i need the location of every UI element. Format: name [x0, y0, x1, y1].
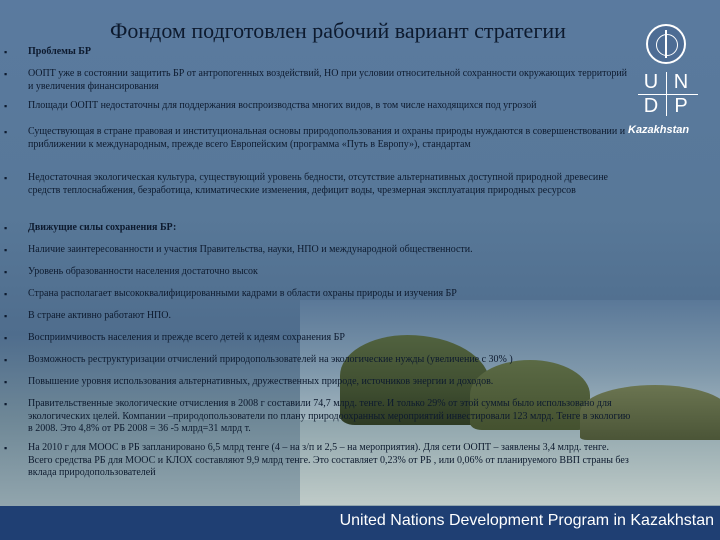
list-item-text: Восприимчивость населения и прежде всего детей к идеям сохранения БР: [28, 332, 345, 343]
logo-letter: U: [643, 71, 659, 93]
bullet-icon: ▪: [4, 223, 8, 233]
list-item-text: Страна располагает высококвалифицированными кадрами в области охраны природы и изучения БР: [28, 288, 457, 299]
list-item-text: ООПТ уже в состоянии защитить БР от антропогенных воздействий, НО при условии относительной сохранности окружающих территорий и увеличения финансирования: [28, 68, 628, 92]
list-item-text: Повышение уровня использования альтернативных, дружественных природе, источников энергии и доходов.: [28, 376, 494, 387]
list-item-text: В стране активно работают НПО.: [28, 310, 171, 321]
list-item-text: Недостаточная экологическая культура, существующий уровень бедности, отсутствие альтернативных доступной природной древесине средств теплоснабжения, безработица, климатические изменения, дефицит воды, чрезмерная эксплуатация природных ресурсов: [28, 172, 608, 196]
un-emblem-icon: [646, 24, 686, 64]
list-item-text: Существующая в стране правовая и институциональная основы природопользования и охраны природы нуждаются в совершенствовании и приближении к международным, прежде всего Европейским (программа «Путь в Европу»), стандартам: [28, 126, 626, 150]
bullet-icon: ▪: [4, 267, 8, 277]
bullet-icon: ▪: [4, 443, 8, 453]
list-item-text: Возможность реструктуризации отчислений природопользователей на экологические нужды (увеличение с 30% ): [28, 354, 513, 365]
bullet-icon: ▪: [4, 333, 8, 343]
logo-letter: P: [674, 95, 688, 117]
list-item-text: Движущие силы сохранения БР:: [28, 222, 177, 233]
bullet-icon: ▪: [4, 289, 8, 299]
bullet-icon: ▪: [4, 377, 8, 387]
undp-logo: [636, 24, 706, 119]
bullet-icon: ▪: [4, 311, 8, 321]
list-item-text: Наличие заинтересованности и участия Правительства, науки, НПО и международной общественности.: [28, 244, 473, 255]
bullet-icon: ▪: [4, 399, 8, 409]
logo-letter: N: [673, 71, 689, 93]
bullet-icon: ▪: [4, 355, 8, 365]
bullet-icon: ▪: [4, 245, 8, 255]
slide-title: Фондом подготовлен рабочий вариант стратегии: [110, 18, 566, 43]
logo-letter: D: [643, 95, 659, 117]
list-item-text: Уровень образованности населения достаточно высок: [28, 266, 258, 277]
bullet-icon: ▪: [4, 127, 8, 137]
list-item-text: Проблемы БР: [28, 46, 91, 57]
footer-text: United Nations Development Program in Kazakhstan: [339, 512, 714, 529]
bullet-icon: ▪: [4, 69, 8, 79]
logo-tagline: Kazakhstan: [628, 124, 690, 136]
footer-bar: [0, 506, 720, 540]
bullet-icon: ▪: [4, 47, 8, 57]
list-item-text: На 2010 г для МООС в РБ запланировано 6,5 млрд тенге (4 – на з/п и 2,5 – на мероприятия). Для сети ООПТ – заявлены 3,4 млрд. тенге. Всего средства РБ для МООС и КЛОХ составляют 9,9 млрд тенге. Это составляет 0,23% от РБ , или 0,06% от планируемого ВВП страны без вклада природопользователей: [28, 442, 629, 478]
list-item-text: Площади ООПТ недостаточны для поддержания воспроизводства многих видов, в том числе находящихся под угрозой: [28, 100, 537, 111]
bullet-icon: ▪: [4, 101, 8, 111]
list-item-text: Правительственные экологические отчисления в 2008 г составили 74,7 млрд. тенге. И только 29% от этой суммы было использовано для экологических целей. Компании –природопользователи по плану природоохранных мероприятий инвестировали 123 млрд. Тенге в экологию в 2008. Это 4,8% от РБ 2008 = 36 -5 млрд=31 млрд т.: [28, 398, 631, 434]
bullet-icon: ▪: [4, 173, 8, 183]
